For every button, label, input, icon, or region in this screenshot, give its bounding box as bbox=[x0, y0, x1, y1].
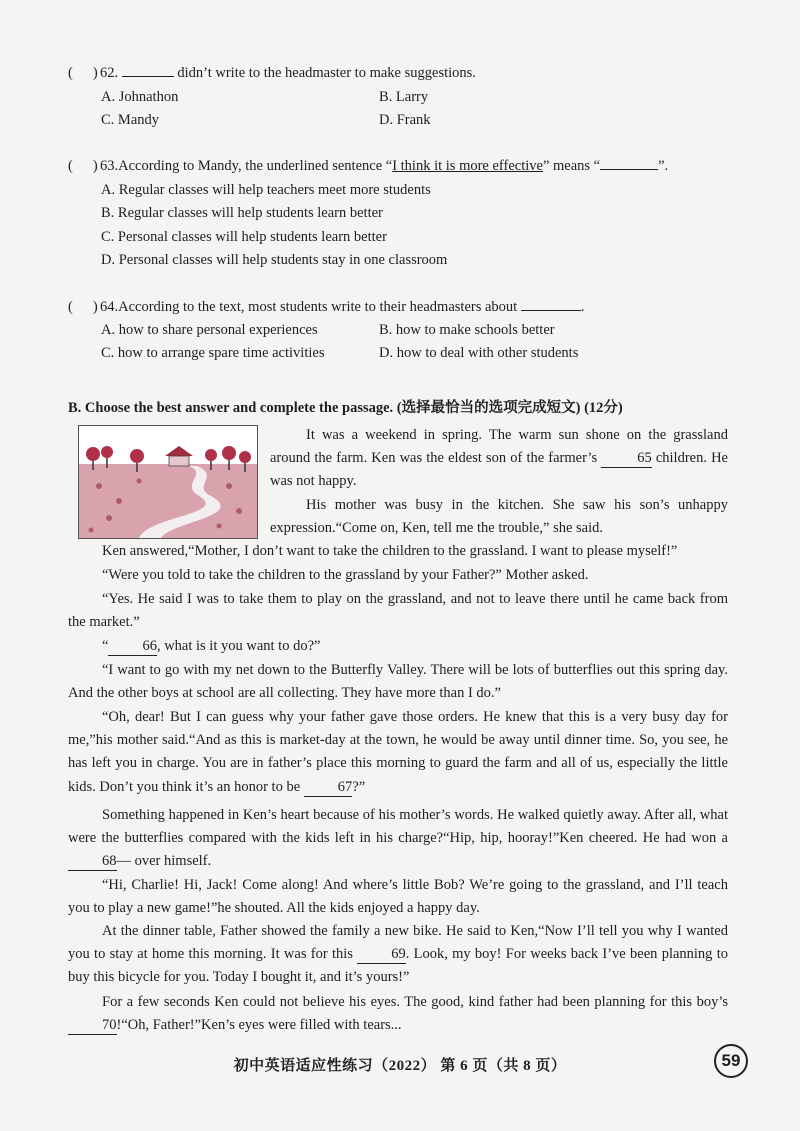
question-64 bbox=[68, 296, 748, 318]
underlined-sentence: I think it is more effective bbox=[392, 158, 543, 174]
farm-picture bbox=[79, 426, 257, 538]
passage-paragraph-12: For a few seconds Ken could not believe his eyes. The good, kind father had been planning for this boy’s 70!“Oh, Father!”Ken’s eyes were filled with tears... bbox=[68, 991, 728, 1037]
question-stem: 64.According to the text, most students write to their headmasters about . bbox=[100, 296, 584, 318]
blank-68[interactable]: 68 bbox=[68, 853, 117, 871]
passage-paragraph-2: His mother was busy in the kitchen. She saw his son’s unhappy expression.“Come on, Ken, tell me the trouble,” she said. bbox=[270, 497, 728, 537]
answer-paren[interactable]: ( ) bbox=[68, 65, 98, 81]
question-stem: 63.According to Mandy, the underlined sentence “I think it is more effective” means “ ”. bbox=[100, 155, 668, 177]
passage-paragraph-9: Something happened in Ken’s heart because of his mother’s words. He walked quietly away. After all, what were the butterflies compared with the kids left in his charge?“Hip, hip, hooray!”Ken cheered. He had won a 68— over himself. bbox=[68, 807, 728, 870]
option-a[interactable]: A. how to share personal experiences bbox=[101, 322, 318, 338]
passage-paragraph-5: “Yes. He said I was to take them to play on the grassland, and not to leave there until he came back from the market.” bbox=[68, 591, 728, 631]
answer-blank bbox=[600, 155, 658, 170]
answer-blank bbox=[122, 62, 174, 77]
option-b[interactable]: B. Regular classes will help students learn better bbox=[101, 205, 383, 221]
passage-paragraph-11: At the dinner table, Father showed the family a new bike. He said to Ken,“Now I’ll tell you why I wanted you to stay at home this morning. It was for this 69. Look, my boy! For weeks back I’ve been planning to buy this bicycle for you. Today I bought it, and it’s yours!” bbox=[68, 923, 728, 986]
passage-paragraph-6: “ 66, what is it you want to do?” bbox=[102, 638, 321, 654]
option-a[interactable]: A. Regular classes will help teachers meet more students bbox=[101, 182, 431, 198]
question-stem: 62. didn’t write to the headmaster to make suggestions. bbox=[100, 62, 476, 84]
option-d[interactable]: D. how to deal with other students bbox=[379, 345, 579, 361]
section-b-title: B. Choose the best answer and complete the passage. (选择最恰当的选项完成短文) (12分) bbox=[68, 400, 623, 416]
blank-69[interactable]: 69 bbox=[357, 946, 406, 964]
option-d[interactable]: D. Frank bbox=[379, 112, 431, 128]
option-c[interactable]: C. Personal classes will help students learn better bbox=[101, 229, 387, 245]
option-c[interactable]: C. Mandy bbox=[101, 112, 159, 128]
option-b[interactable]: B. how to make schools better bbox=[379, 322, 555, 338]
grassland-illustration bbox=[78, 425, 258, 539]
page-number-badge: 59 bbox=[714, 1044, 748, 1078]
passage-paragraph-7: “I want to go with my net down to the Butterfly Valley. There will be lots of butterflies out this spring day. And the other boys at school are all collecting. They have more than I do.” bbox=[68, 662, 728, 702]
option-c[interactable]: C. how to arrange spare time activities bbox=[101, 345, 325, 361]
option-d[interactable]: D. Personal classes will help students stay in one classroom bbox=[101, 252, 448, 268]
blank-67[interactable]: 67 bbox=[304, 779, 353, 797]
answer-paren[interactable]: ( ) bbox=[68, 299, 98, 315]
answer-paren[interactable]: ( ) bbox=[68, 158, 98, 174]
option-b[interactable]: B. Larry bbox=[379, 89, 429, 105]
passage-paragraph-10: “Hi, Charlie! Hi, Jack! Come along! And where’s little Bob? We’re going to the grassland, and I’ll teach you to play a new game!”he shouted. All the kids enjoyed a happy day. bbox=[68, 877, 728, 917]
question-62 bbox=[68, 62, 748, 84]
page-footer: 初中英语适应性练习（2022） 第 6 页（共 8 页） bbox=[233, 1058, 567, 1074]
passage-paragraph-1: It was a weekend in spring. The warm sun shone on the grassland around the farm. Ken was the eldest son of the farmer’s 65 children. He was not happy. bbox=[270, 427, 728, 490]
passage-paragraph-4: “Were you told to take the children to the grassland by your Father?” Mother asked. bbox=[102, 567, 589, 583]
blank-66[interactable]: 66 bbox=[108, 638, 157, 656]
blank-65[interactable]: 65 bbox=[601, 450, 652, 468]
question-63 bbox=[68, 155, 748, 177]
option-a[interactable]: A. Johnathon bbox=[101, 89, 179, 105]
passage-paragraph-8: “Oh, dear! But I can guess why your father gave those orders. He knew that this is a very busy day for me,”his mother said.“And as this is market-day at the town, he would be away until dinner time. So, you see, he has left you in charge. You are in father’s place this morning to guard the farm and all of us, especially the little kids. Don’t you think it’s an honor to be 67?” bbox=[68, 709, 728, 795]
blank-70[interactable]: 70 bbox=[68, 1017, 117, 1035]
answer-blank bbox=[521, 296, 581, 311]
passage-paragraph-3: Ken answered,“Mother, I don’t want to take the children to the grassland. I want to please myself!” bbox=[102, 543, 678, 559]
